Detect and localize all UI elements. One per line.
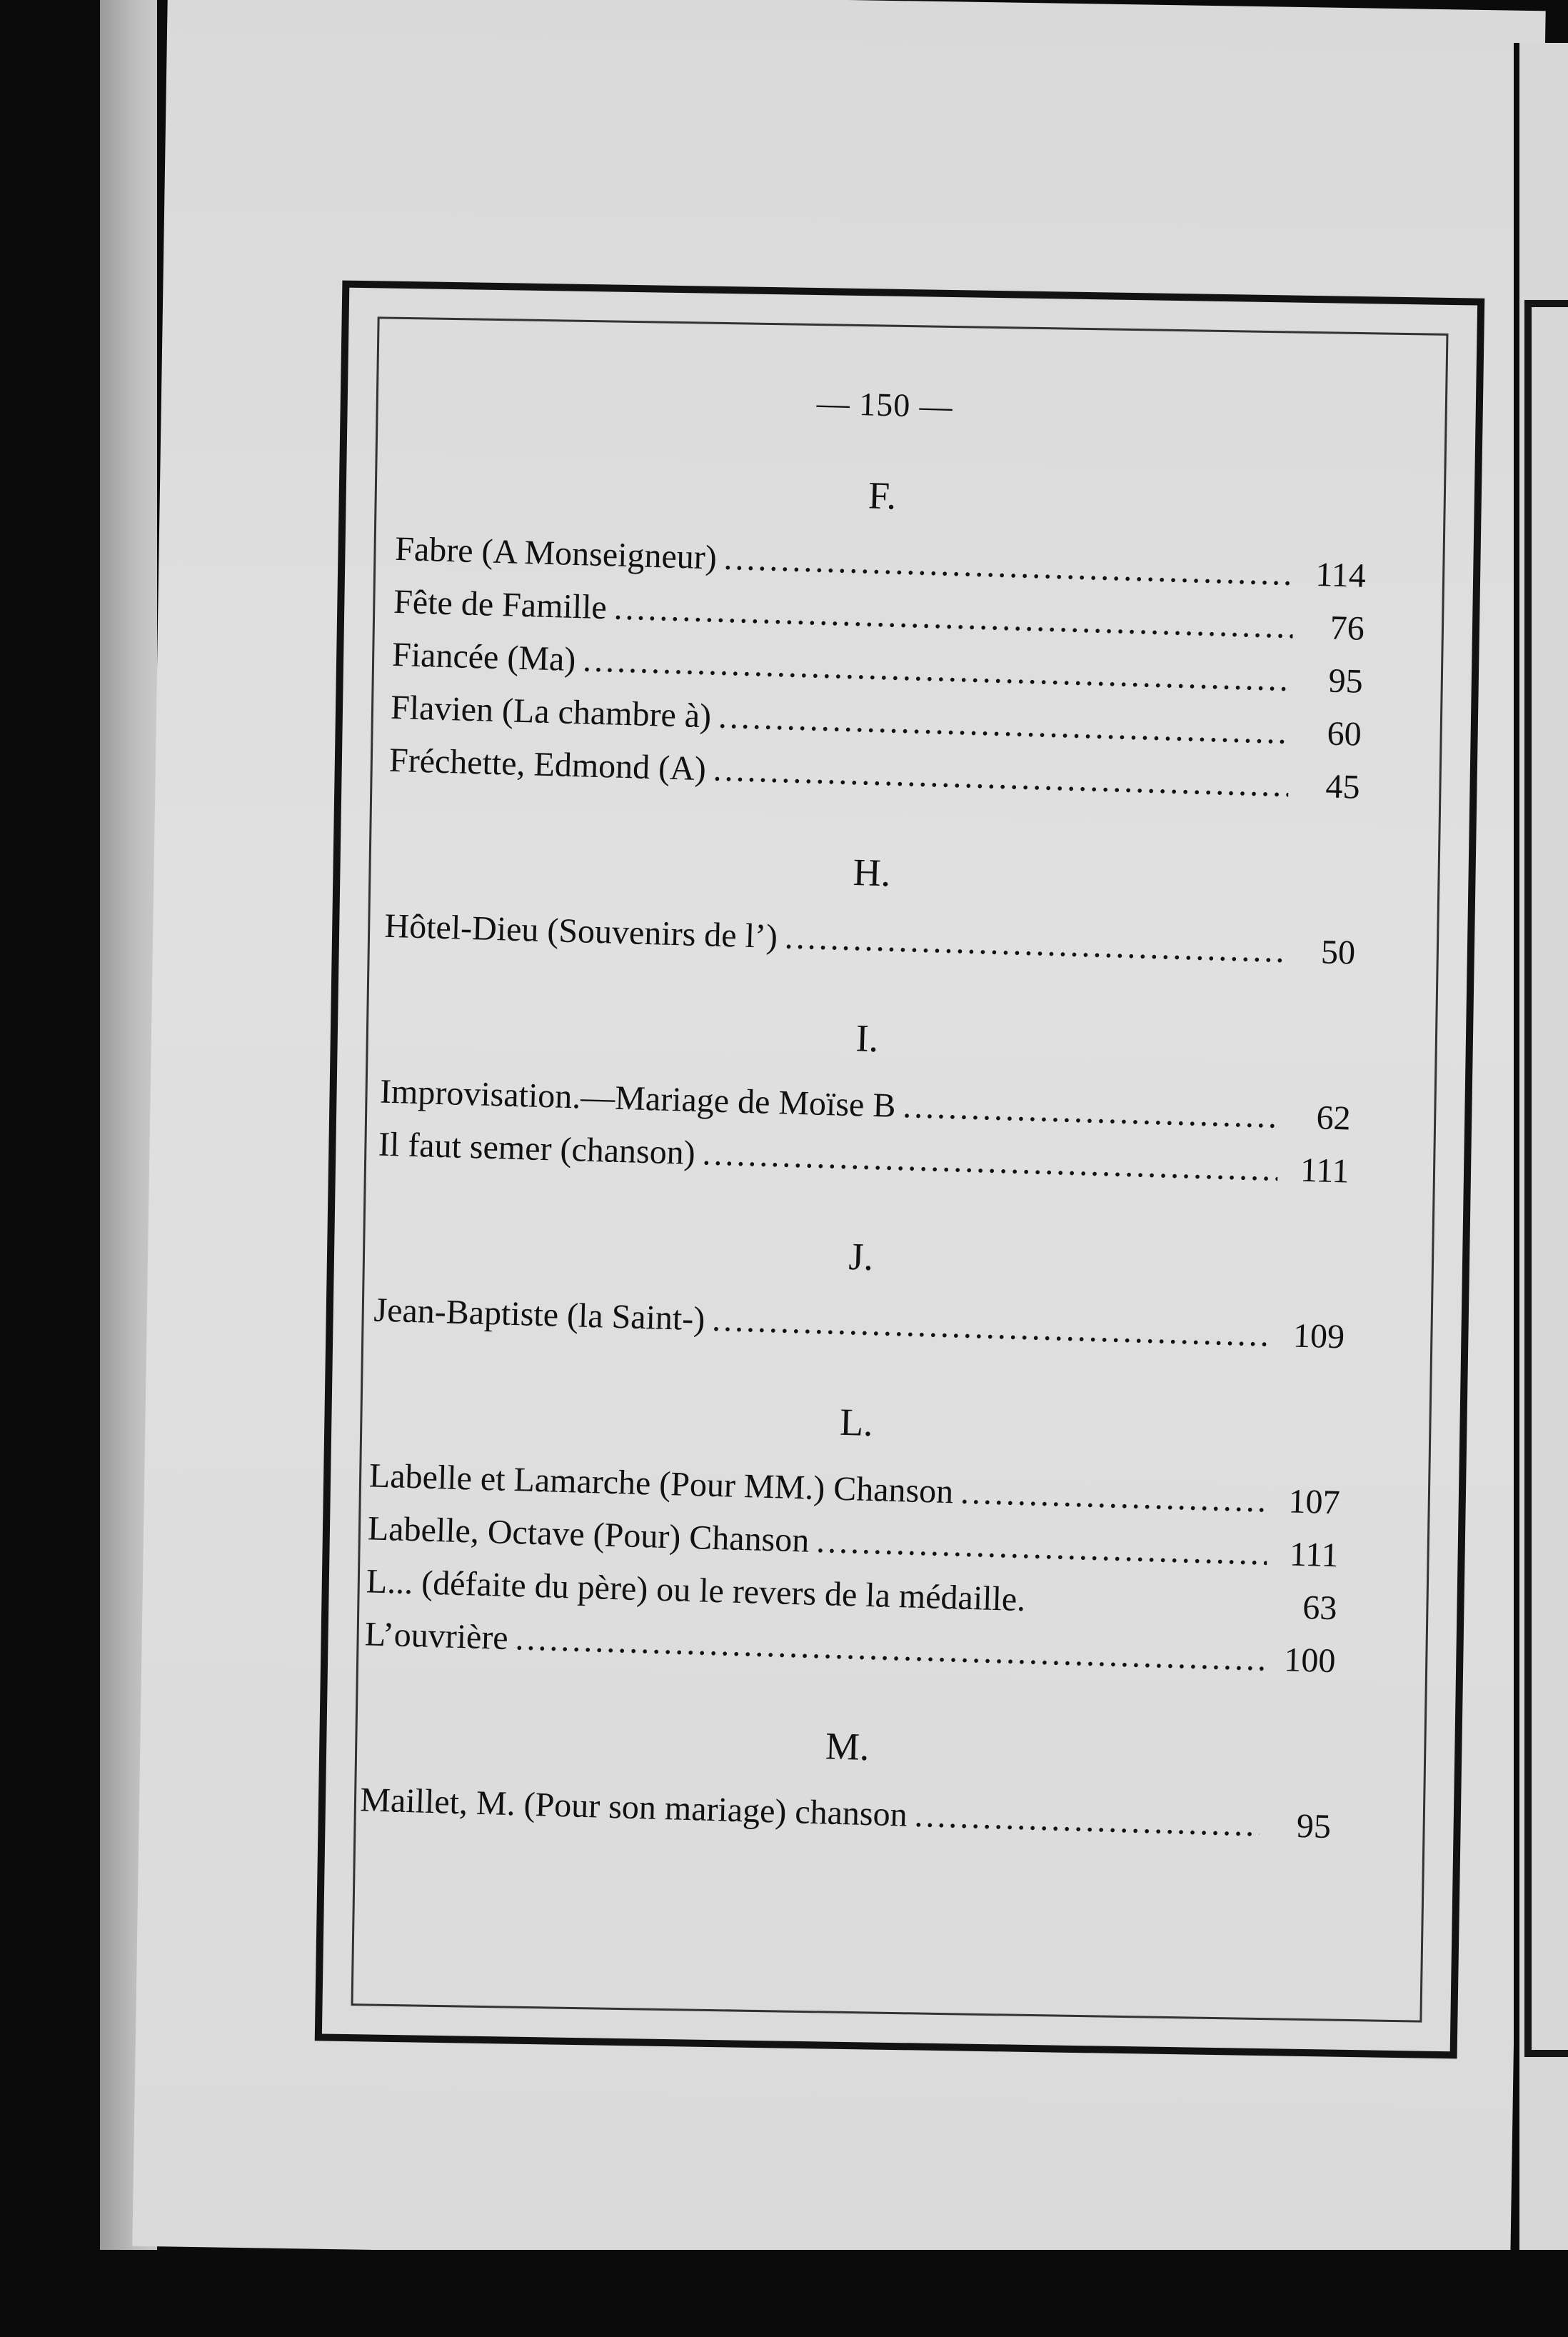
dot-leader — [711, 1293, 1274, 1362]
entry-title: Il faut semer (chanson) — [378, 1125, 696, 1172]
entry-page-number: 100 — [1283, 1641, 1337, 1681]
entry-title: L... (défaite du père) ou le revers de la médaille. — [366, 1562, 1026, 1619]
section-letter: I. — [855, 1016, 880, 1061]
index-entry — [373, 1284, 1346, 1364]
section-letter: L. — [839, 1400, 874, 1445]
section-i — [378, 1003, 1353, 1198]
section-letter: J. — [848, 1235, 875, 1278]
page-number: — 150 — — [816, 384, 954, 425]
entry-page-number: 95 — [1296, 1806, 1332, 1846]
dot-leader — [784, 911, 1285, 978]
entry-title: Labelle, Octave (Pour) Chanson — [367, 1509, 810, 1560]
section-h — [384, 837, 1358, 980]
entry-title: Fiancée (Ma) — [391, 635, 577, 679]
section-letter: M. — [825, 1724, 870, 1769]
entry-title: Fabre (A Monseigneur) — [394, 529, 718, 577]
entry-page-number: 50 — [1320, 933, 1356, 972]
section-f — [388, 460, 1368, 814]
dot-leader — [960, 1466, 1269, 1528]
entry-title: L’ouvrière — [364, 1615, 509, 1657]
entry-page-number: 95 — [1327, 661, 1364, 701]
entry-page-number: 114 — [1315, 555, 1367, 595]
entry-page-number: 45 — [1325, 767, 1361, 806]
entry-title: Labelle et Lamarche (Pour MM.) Chanson — [368, 1456, 954, 1511]
entry-title: Flavien (La chambre à) — [390, 688, 712, 736]
entry-page-number: 62 — [1315, 1099, 1352, 1138]
entry-title: Jean-Baptiste (la Saint-) — [373, 1291, 706, 1338]
section-j — [373, 1221, 1347, 1364]
entry-title: Hôtel-Dieu (Souvenirs de l’) — [383, 906, 778, 956]
entry-page-number: 76 — [1330, 609, 1365, 648]
entry-title: Maillet, M. (Pour son mariage) chanson — [359, 1781, 908, 1834]
entry-page-number: 107 — [1287, 1482, 1341, 1522]
scan-bottom-edge — [0, 2250, 1568, 2337]
entry-title: Fête de Famille — [393, 582, 608, 627]
facing-page-frame — [1524, 300, 1568, 2057]
entry-page-number: 111 — [1289, 1535, 1340, 1575]
section-letter: H. — [852, 851, 892, 895]
entry-page-number: 109 — [1292, 1316, 1345, 1356]
entry-spacer — [1025, 1611, 1272, 1618]
entry-page-number: 111 — [1300, 1151, 1350, 1191]
index-content — [359, 372, 1370, 1853]
section-l — [364, 1386, 1342, 1688]
section-letter: F. — [868, 474, 898, 518]
entry-title: Fréchette, Edmond (A) — [388, 741, 707, 789]
entry-title: Improvisation.—Mariage de Moïse B — [379, 1072, 897, 1125]
dot-leader — [914, 1789, 1260, 1851]
entry-page-number: 60 — [1326, 714, 1362, 754]
entry-page-number: 63 — [1302, 1588, 1338, 1628]
index-entry — [384, 900, 1357, 980]
